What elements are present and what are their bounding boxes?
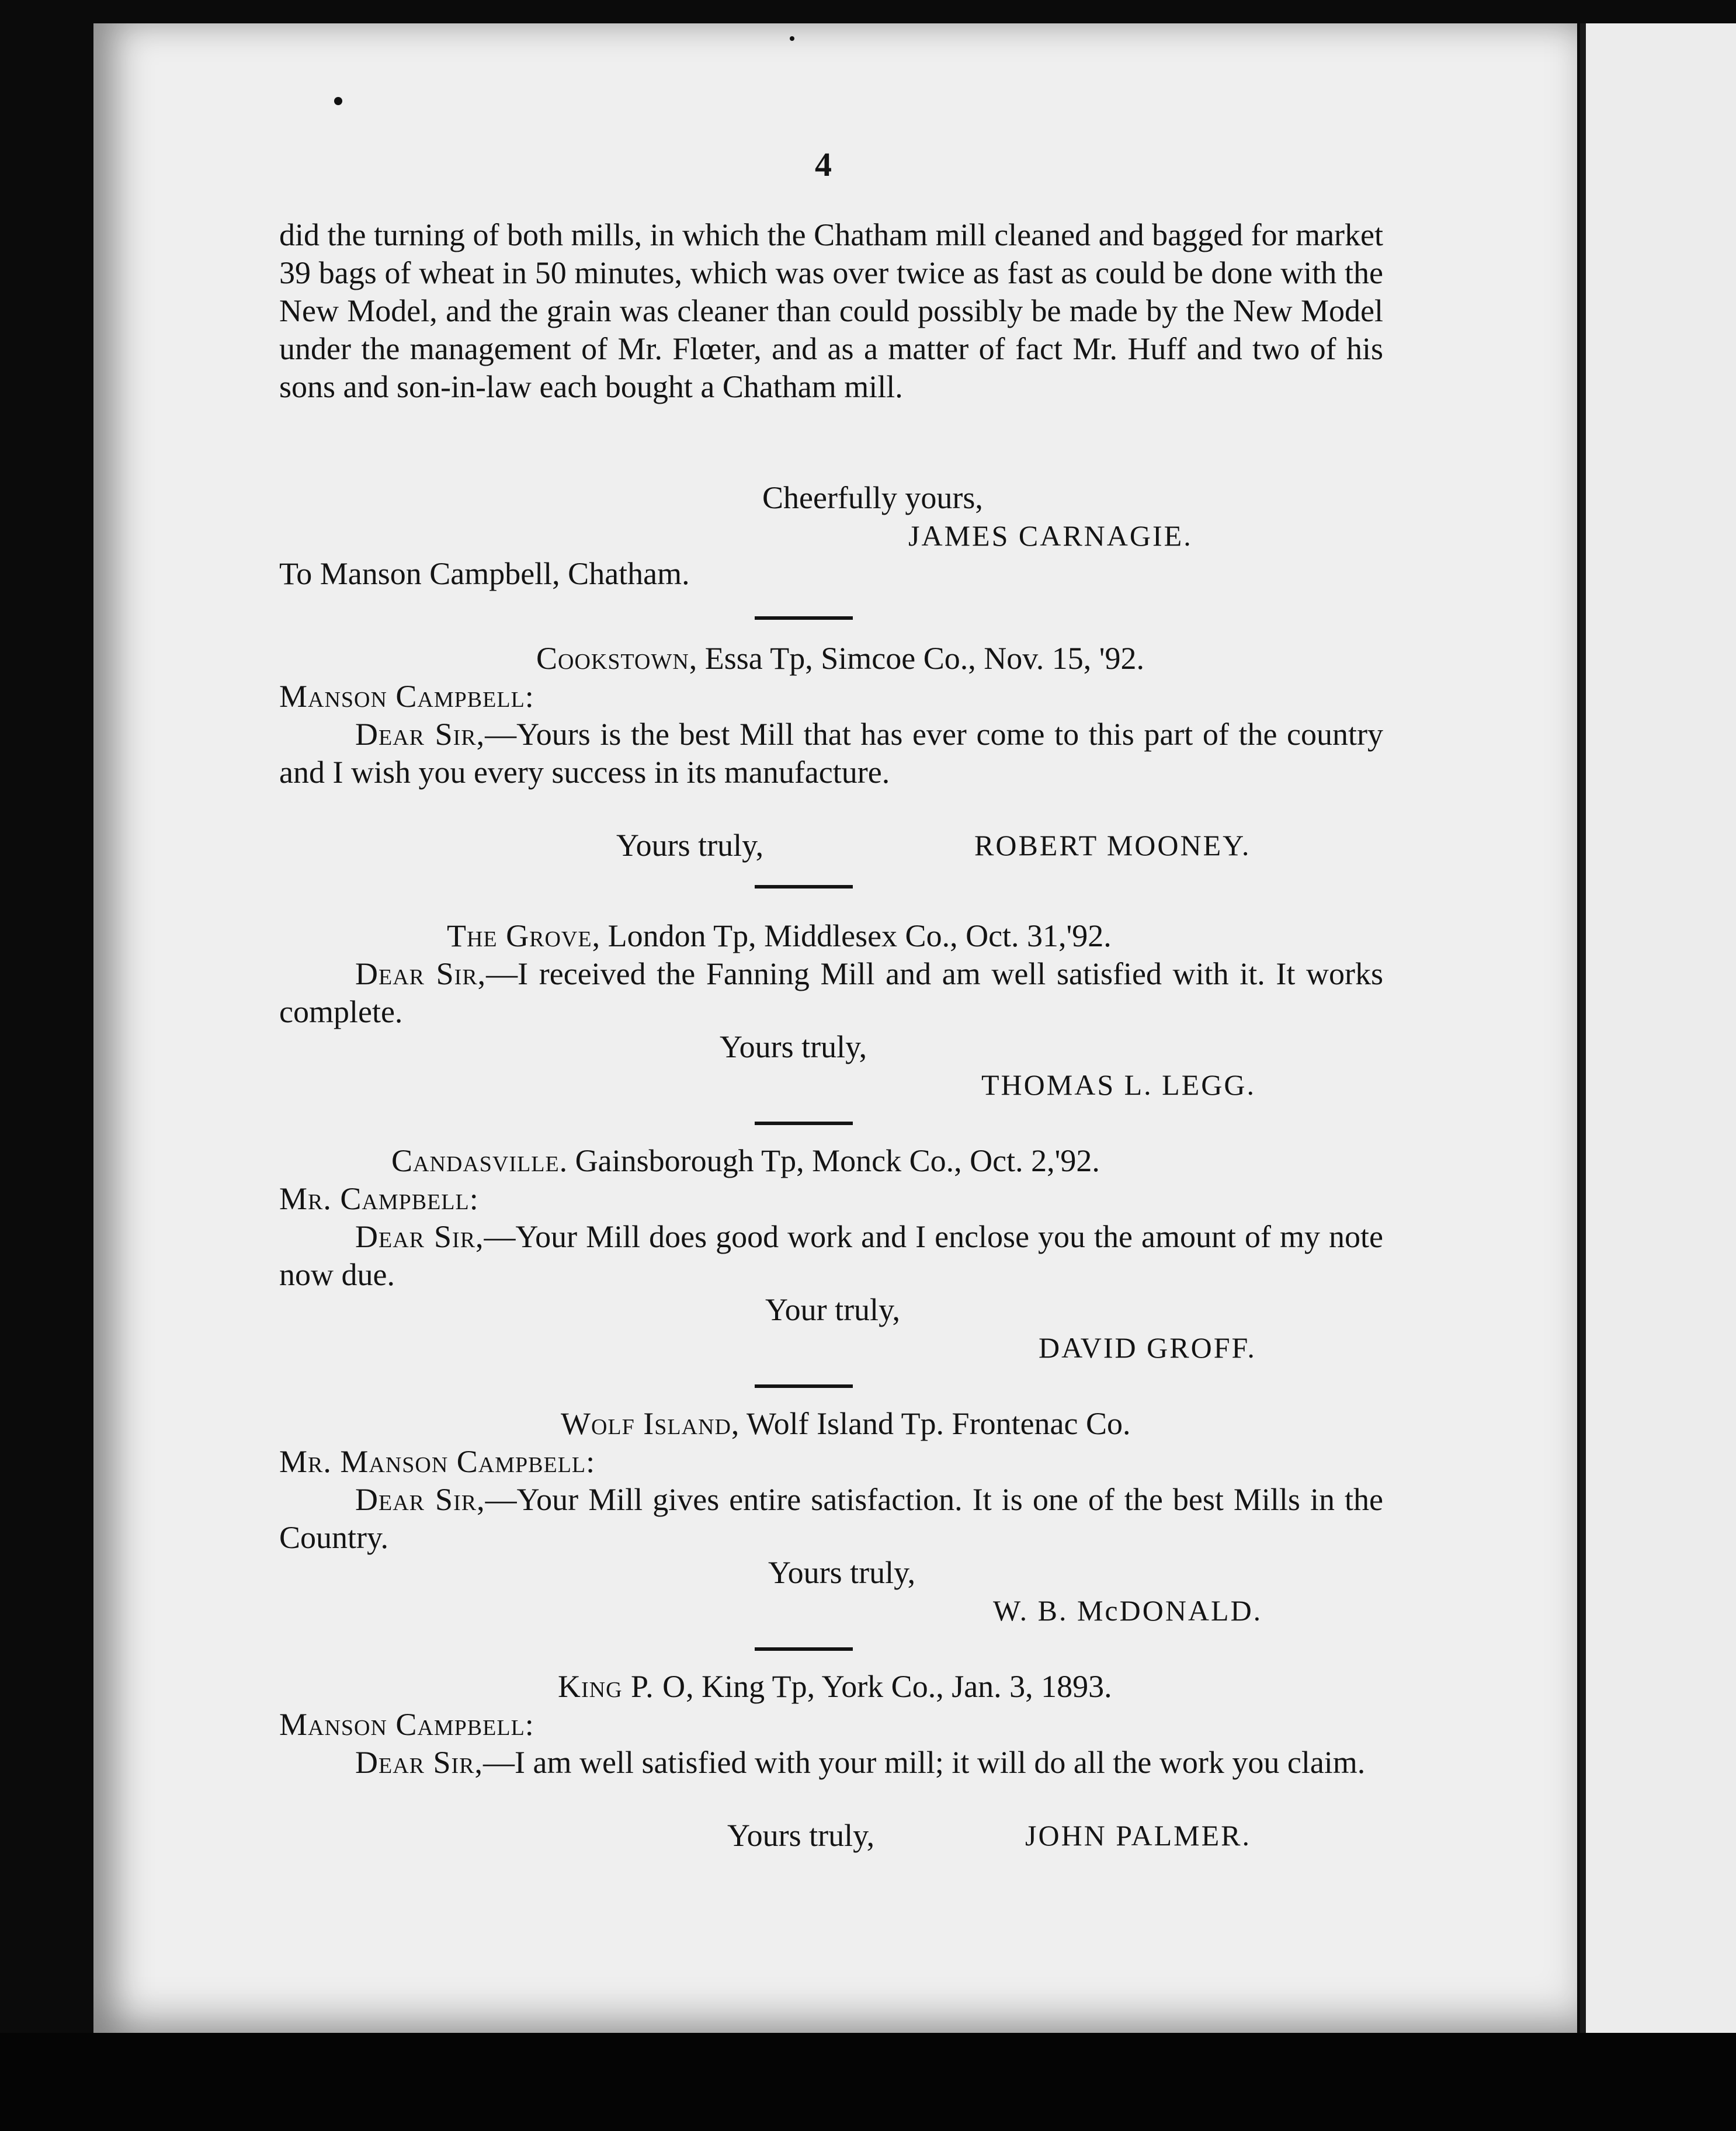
page-number: 4 (815, 145, 832, 183)
letter-addressee: To Manson Campbell, Chatham. (279, 556, 690, 591)
letter-body: did the turning of both mills, in which the Chatham mill cleaned and bagged for market 39 bags of wheat in 50 minutes, which was over twice as fast as could be done with the New Model, and the grain was cleaner than could possibly be made by the New Model under the management of Mr. Flœter, and as a matter of fact Mr. Huff and two of his sons and son-in-law each bought a Chatham mill. (279, 217, 1383, 404)
divider-rule (755, 1122, 853, 1125)
facing-page-edge (1580, 23, 1736, 2033)
letter-place: Cookstown (536, 641, 689, 676)
letter-body: —I received the Fanning Mill and am well satisfied with it. It works complete. (279, 956, 1383, 1029)
letter-dear: Dear Sir, (355, 1745, 484, 1780)
divider-rule (755, 616, 853, 620)
letter-place: Wolf Island (561, 1406, 731, 1441)
letter-closing: Your truly, (765, 1292, 901, 1327)
ink-speck (790, 36, 794, 41)
letter-body: —Your Mill does good work and I enclose you the amount of my note now due. (279, 1219, 1383, 1292)
letter-salutation: Manson Campbell: (279, 679, 534, 714)
letter-signature: THOMAS L. LEGG. (981, 1068, 1256, 1101)
letter-dateline (558, 1668, 1112, 1706)
scan-bottom-border (0, 2033, 1736, 2131)
letter-dateline (447, 917, 1112, 955)
letter-salutation: Mr. Manson Campbell: (279, 1444, 596, 1479)
letter-signature: JAMES CARNAGIE. (908, 519, 1193, 552)
letter-place: The Grove (447, 918, 592, 953)
letter-dear: Dear Sir, (355, 956, 487, 991)
letter-body: —I am well satisfied with your mill; it will do all the work you claim. (483, 1745, 1366, 1780)
letter-location: , Essa Tp, Simcoe Co., Nov. 15, '92. (689, 641, 1144, 676)
divider-rule (755, 885, 853, 889)
letter-text (279, 955, 1383, 1031)
letter-place: King P. O (558, 1669, 686, 1704)
letter-dateline (561, 1405, 1131, 1443)
ink-speck (334, 97, 342, 105)
letter-text (279, 1218, 1383, 1294)
letter-body: —Yours is the best Mill that has ever come to this part of the country and I wish you every success in its manufacture. (279, 717, 1384, 790)
letter-signature: ROBERT MOONEY. (974, 829, 1251, 862)
letter-dear: Dear Sir, (355, 717, 485, 752)
divider-rule (755, 1647, 853, 1651)
letter-closing: Yours truly, (768, 1555, 916, 1590)
letter-text (279, 1481, 1383, 1557)
letter-closing: Cheerfully yours, (762, 480, 983, 515)
letter-location: , London Tp, Middlesex Co., Oct. 31,'92. (592, 918, 1112, 953)
letter-signature: JOHN PALMER. (1025, 1819, 1252, 1852)
letter-dateline (391, 1142, 1100, 1180)
letter-closing: Yours truly, (616, 828, 764, 863)
letter-dear: Dear Sir, (355, 1219, 484, 1254)
letter-text (279, 1744, 1383, 1782)
letter-closing: Yours truly, (727, 1818, 875, 1853)
letter-signature: DAVID GROFF. (1039, 1331, 1256, 1364)
letter-location: , Wolf Island Tp. Frontenac Co. (731, 1406, 1131, 1441)
letter-salutation: Mr. Campbell: (279, 1181, 479, 1216)
letter-signature: W. B. McDONALD. (993, 1594, 1263, 1627)
letter-dateline (536, 640, 1144, 678)
divider-rule (755, 1384, 853, 1388)
letter-closing: Yours truly, (720, 1029, 867, 1064)
letter-salutation: Manson Campbell: (279, 1707, 534, 1742)
letter-location: , King Tp, York Co., Jan. 3, 1893. (686, 1669, 1112, 1704)
letter-location: . Gainsborough Tp, Monck Co., Oct. 2,'92. (559, 1143, 1100, 1178)
letter-dear: Dear Sir, (355, 1482, 485, 1517)
letter-body: —Your Mill gives entire satisfaction. It is one of the best Mills in the Country. (279, 1482, 1383, 1555)
letter-place: Candasville (391, 1143, 560, 1178)
letter-text (279, 716, 1383, 792)
